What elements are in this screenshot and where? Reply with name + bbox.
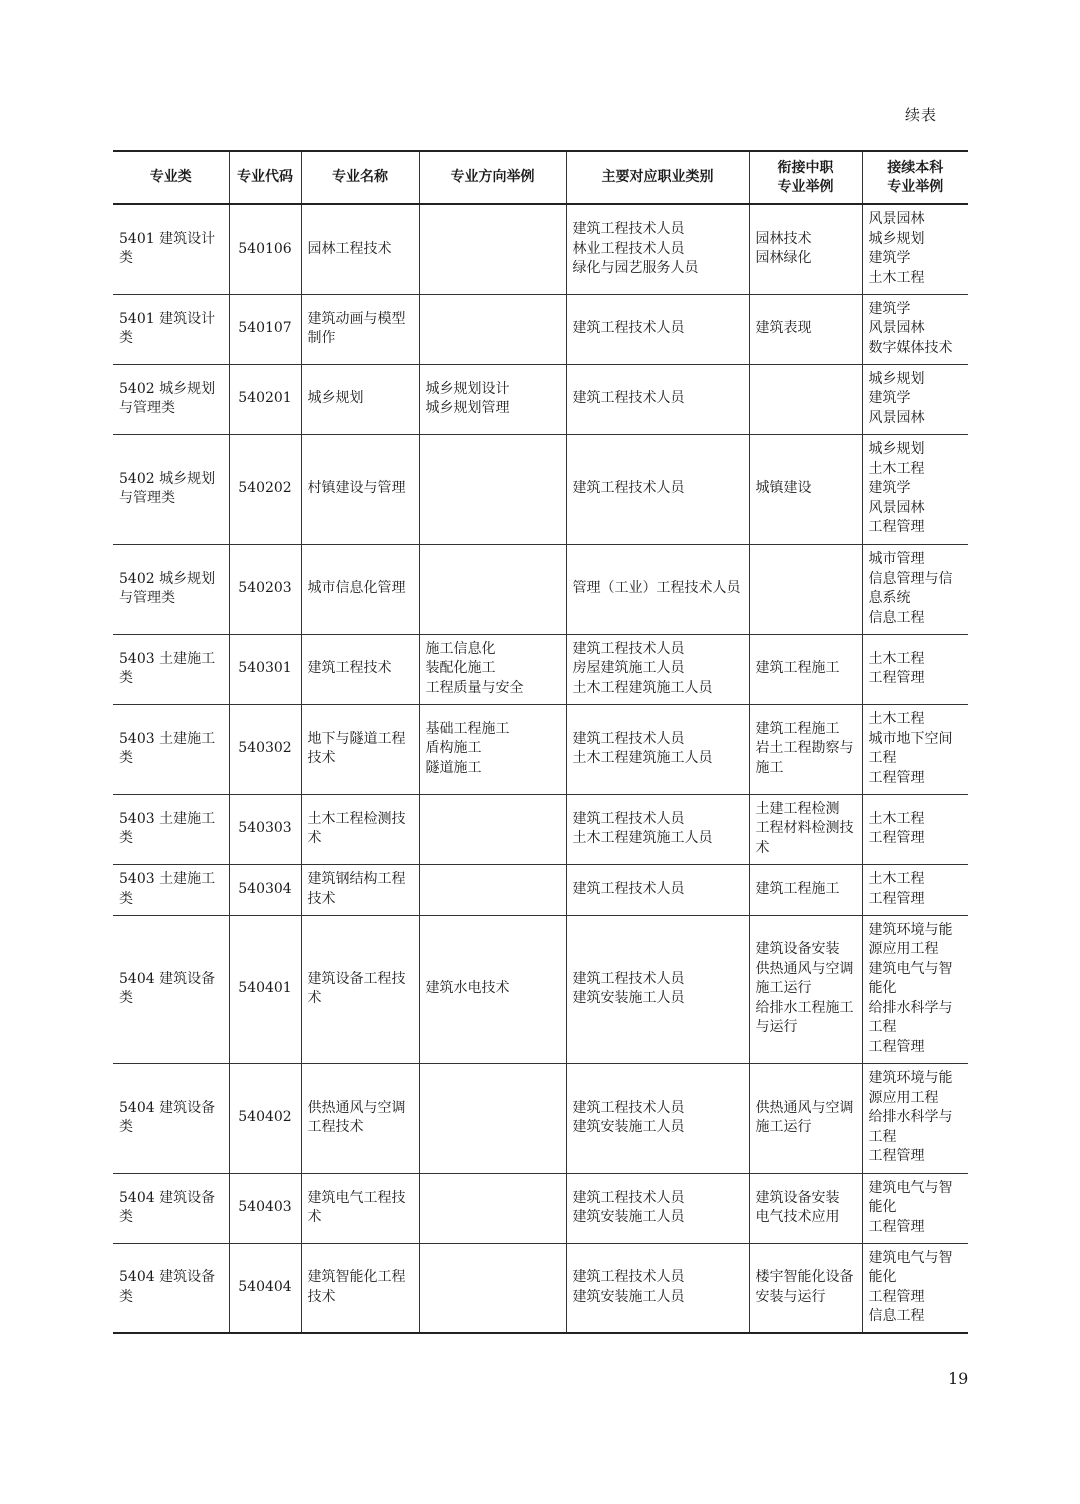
secondary-major-item: 电气技术应用 — [755, 1209, 840, 1225]
cell-directions — [419, 204, 566, 294]
cell-category: 5403 土建施工类 — [113, 634, 229, 704]
cell-name: 建筑电气工程技术 — [301, 1173, 419, 1243]
undergraduate-major-item: 工程管理 — [868, 1148, 925, 1165]
cell-category: 5404 建筑设备类 — [113, 915, 229, 1063]
secondary-major-item: 供热通风与空调施工运行 — [755, 960, 854, 997]
cell-name: 建筑设备工程技术 — [301, 915, 419, 1063]
occupation-item: 房屋建筑施工人员 — [572, 660, 685, 677]
column-header-code: 专业代码 — [229, 151, 301, 204]
undergraduate-major-item: 风景园林 — [868, 320, 925, 337]
cell-directions — [419, 864, 566, 915]
direction-item: 基础工程施工 — [425, 720, 510, 737]
cell-directions — [419, 1173, 566, 1243]
cell-occupations — [566, 294, 749, 364]
occupation-item: 建筑安装施工人员 — [572, 990, 685, 1006]
cell-code: 540203 — [229, 544, 301, 634]
cell-occupations — [566, 1173, 749, 1243]
cell-directions — [419, 364, 566, 434]
page-number: 19 — [948, 1369, 969, 1388]
cell-code: 540201 — [229, 364, 301, 434]
cell-directions — [419, 915, 566, 1063]
cell-undergraduate — [862, 915, 968, 1063]
secondary-major-item: 岩土工程勘察与施工 — [755, 740, 854, 776]
undergraduate-major-item: 建筑学 — [868, 480, 911, 497]
undergraduate-major-item: 工程管理 — [868, 1218, 925, 1235]
direction-item: 城乡规划管理 — [425, 400, 510, 416]
undergraduate-major-item: 土木工程 — [868, 269, 925, 286]
occupation-item: 管理（工业）工程技术人员 — [572, 580, 741, 597]
table-row — [113, 294, 968, 364]
cell-secondary — [749, 204, 862, 294]
cell-code: 540107 — [229, 294, 301, 364]
cell-name: 土木工程检测技术 — [301, 794, 419, 864]
cell-category: 5401 建筑设计类 — [113, 204, 229, 294]
direction-item: 盾构施工 — [425, 740, 482, 757]
undergraduate-major-item: 数字媒体技术 — [868, 339, 953, 356]
cell-occupations — [566, 364, 749, 434]
undergraduate-major-item: 土木工程 — [868, 650, 925, 667]
cell-occupations — [566, 864, 749, 915]
cell-name: 供热通风与空调工程技术 — [301, 1063, 419, 1173]
secondary-major-item: 园林技术 — [755, 230, 812, 247]
occupation-item: 土木工程建筑施工人员 — [572, 679, 713, 696]
cell-code: 540403 — [229, 1173, 301, 1243]
secondary-major-item: 建筑工程施工 — [755, 660, 840, 677]
table-row — [113, 1243, 968, 1333]
cell-undergraduate — [862, 794, 968, 864]
occupation-item: 林业工程技术人员 — [572, 240, 685, 257]
secondary-major-item: 园林绿化 — [755, 250, 812, 267]
cell-code: 540202 — [229, 434, 301, 544]
undergraduate-major-item: 信息管理与信息系统 — [868, 570, 953, 606]
column-header-name: 专业名称 — [301, 151, 419, 204]
cell-secondary — [749, 1243, 862, 1333]
cell-occupations — [566, 1063, 749, 1173]
occupation-item: 建筑工程技术人员 — [572, 970, 685, 987]
undergraduate-major-item: 土木工程 — [868, 810, 925, 827]
cell-name: 建筑动画与模型制作 — [301, 294, 419, 364]
table-row — [113, 915, 968, 1063]
direction-item: 工程质量与安全 — [425, 679, 524, 696]
cell-directions — [419, 294, 566, 364]
secondary-major-item: 工程材料检测技术 — [755, 820, 854, 856]
table-row — [113, 204, 968, 294]
secondary-major-item: 建筑设备安装 — [755, 941, 840, 958]
cell-directions — [419, 434, 566, 544]
undergraduate-major-item: 建筑电气与智能化 — [868, 1249, 953, 1286]
cell-occupations — [566, 915, 749, 1063]
undergraduate-major-item: 给排水科学与工程 — [868, 999, 953, 1036]
table-row — [113, 434, 968, 544]
secondary-major-item: 城镇建设 — [755, 480, 812, 497]
undergraduate-major-item: 信息工程 — [868, 1308, 925, 1325]
cell-name: 建筑工程技术 — [301, 634, 419, 704]
cell-undergraduate — [862, 364, 968, 434]
cell-name: 村镇建设与管理 — [301, 434, 419, 544]
secondary-major-item: 建筑表现 — [755, 320, 812, 337]
cell-undergraduate — [862, 434, 968, 544]
undergraduate-major-item: 城乡规划 — [868, 370, 925, 387]
secondary-major-item: 建筑设备安装 — [755, 1189, 840, 1206]
table-row — [113, 794, 968, 864]
undergraduate-major-item: 给排水科学与工程 — [868, 1109, 953, 1145]
table-row — [113, 634, 968, 704]
cell-code: 540402 — [229, 1063, 301, 1173]
cell-secondary — [749, 634, 862, 704]
cell-occupations — [566, 544, 749, 634]
undergraduate-major-item: 建筑电气与智能化 — [868, 960, 953, 997]
cell-undergraduate — [862, 704, 968, 794]
cell-secondary — [749, 915, 862, 1063]
cell-occupations — [566, 204, 749, 294]
cell-undergraduate — [862, 864, 968, 915]
cell-secondary — [749, 434, 862, 544]
occupation-item: 建筑安装施工人员 — [572, 1288, 685, 1305]
table-body — [113, 204, 968, 1333]
undergraduate-major-item: 工程管理 — [868, 830, 925, 846]
cell-category: 5404 建筑设备类 — [113, 1173, 229, 1243]
cell-name: 建筑智能化工程技术 — [301, 1243, 419, 1333]
occupation-item: 土木工程建筑施工人员 — [572, 750, 713, 766]
secondary-major-item: 建筑工程施工 — [755, 880, 840, 897]
cell-directions — [419, 544, 566, 634]
occupation-item: 建筑工程技术人员 — [572, 221, 685, 237]
continued-table-label: 续表 — [905, 106, 938, 124]
cell-undergraduate — [862, 1243, 968, 1333]
cell-secondary — [749, 794, 862, 864]
cell-category: 5404 建筑设备类 — [113, 1243, 229, 1333]
undergraduate-major-item: 工程管理 — [868, 519, 925, 536]
occupation-item: 建筑工程技术人员 — [572, 1189, 685, 1206]
column-header-directions: 专业方向举例 — [419, 151, 566, 204]
cell-directions — [419, 1063, 566, 1173]
undergraduate-major-item: 建筑学 — [868, 300, 911, 317]
cell-secondary — [749, 294, 862, 364]
undergraduate-major-item: 工程管理 — [868, 769, 925, 786]
cell-secondary — [749, 864, 862, 915]
direction-item: 施工信息化 — [425, 640, 496, 657]
undergraduate-major-item: 风景园林 — [868, 211, 925, 228]
cell-code: 540303 — [229, 794, 301, 864]
occupation-item: 建筑工程技术人员 — [572, 1099, 685, 1116]
cell-occupations — [566, 634, 749, 704]
secondary-major-item: 供热通风与空调施工运行 — [755, 1099, 854, 1135]
undergraduate-major-item: 城市地下空间工程 — [868, 730, 953, 766]
occupation-item: 建筑工程技术人员 — [572, 730, 685, 747]
cell-secondary — [749, 1173, 862, 1243]
cell-occupations — [566, 1243, 749, 1333]
undergraduate-major-item: 土木工程 — [868, 711, 925, 727]
undergraduate-major-item: 土木工程 — [868, 871, 925, 887]
cell-secondary — [749, 1063, 862, 1173]
cell-secondary — [749, 364, 862, 434]
cell-category: 5403 土建施工类 — [113, 794, 229, 864]
undergraduate-major-item: 建筑学 — [868, 390, 911, 407]
cell-undergraduate — [862, 634, 968, 704]
cell-category: 5402 城乡规划与管理类 — [113, 364, 229, 434]
direction-item: 隧道施工 — [425, 759, 482, 776]
cell-occupations — [566, 794, 749, 864]
column-header-undergraduate: 接续本科 专业举例 — [862, 151, 968, 204]
occupation-item: 建筑工程技术人员 — [572, 1269, 685, 1286]
undergraduate-major-item: 城市管理 — [868, 551, 925, 567]
cell-secondary — [749, 704, 862, 794]
majors-table — [113, 150, 968, 1334]
cell-undergraduate — [862, 1063, 968, 1173]
direction-item: 建筑水电技术 — [425, 980, 510, 997]
undergraduate-major-item: 工程管理 — [868, 1038, 925, 1055]
table-row — [113, 704, 968, 794]
cell-code: 540304 — [229, 864, 301, 915]
cell-category: 5402 城乡规划与管理类 — [113, 544, 229, 634]
direction-item: 城乡规划设计 — [425, 380, 510, 397]
cell-category: 5401 建筑设计类 — [113, 294, 229, 364]
secondary-major-item: 给排水工程施工与运行 — [755, 999, 854, 1036]
occupation-item: 建筑工程技术人员 — [572, 810, 685, 827]
undergraduate-major-item: 城乡规划 — [868, 230, 925, 247]
table-row — [113, 1063, 968, 1173]
occupation-item: 建筑安装施工人员 — [572, 1209, 685, 1225]
table-row — [113, 544, 968, 634]
cell-code: 540106 — [229, 204, 301, 294]
cell-code: 540404 — [229, 1243, 301, 1333]
column-header-category: 专业类 — [113, 151, 229, 204]
secondary-major-item: 楼宇智能化设备安装与运行 — [755, 1269, 854, 1305]
cell-secondary — [749, 544, 862, 634]
cell-directions — [419, 1243, 566, 1333]
undergraduate-major-item: 风景园林 — [868, 499, 925, 516]
cell-name: 园林工程技术 — [301, 204, 419, 294]
cell-directions — [419, 704, 566, 794]
cell-undergraduate — [862, 544, 968, 634]
undergraduate-major-item: 工程管理 — [868, 1288, 925, 1305]
column-header-occupations: 主要对应职业类别 — [566, 151, 749, 204]
undergraduate-major-item: 土木工程 — [868, 460, 925, 477]
undergraduate-major-item: 建筑电气与智能化 — [868, 1179, 953, 1216]
undergraduate-major-item: 建筑学 — [868, 250, 911, 267]
cell-name: 地下与隧道工程技术 — [301, 704, 419, 794]
table-row — [113, 1173, 968, 1243]
table-row — [113, 364, 968, 434]
cell-name: 城乡规划 — [301, 364, 419, 434]
undergraduate-major-item: 建筑环境与能源应用工程 — [868, 921, 953, 958]
occupation-item: 建筑工程技术人员 — [572, 640, 685, 657]
cell-code: 540301 — [229, 634, 301, 704]
undergraduate-major-item: 城乡规划 — [868, 441, 925, 458]
cell-directions — [419, 794, 566, 864]
occupation-item: 建筑工程技术人员 — [572, 880, 685, 897]
cell-code: 540401 — [229, 915, 301, 1063]
cell-category: 5403 土建施工类 — [113, 864, 229, 915]
occupation-item: 建筑安装施工人员 — [572, 1119, 685, 1135]
undergraduate-major-item: 工程管理 — [868, 670, 925, 686]
undergraduate-major-item: 风景园林 — [868, 409, 925, 426]
cell-undergraduate — [862, 204, 968, 294]
cell-directions — [419, 634, 566, 704]
occupation-item: 土木工程建筑施工人员 — [572, 830, 713, 846]
secondary-major-item: 建筑工程施工 — [755, 720, 840, 737]
direction-item: 装配化施工 — [425, 660, 496, 677]
cell-undergraduate — [862, 1173, 968, 1243]
cell-category: 5402 城乡规划与管理类 — [113, 434, 229, 544]
table-row — [113, 864, 968, 915]
cell-name: 城市信息化管理 — [301, 544, 419, 634]
secondary-major-item: 土建工程检测 — [755, 800, 840, 817]
cell-category: 5404 建筑设备类 — [113, 1063, 229, 1173]
table-header-row — [113, 151, 968, 204]
occupation-item: 建筑工程技术人员 — [572, 480, 685, 497]
occupation-item: 建筑工程技术人员 — [572, 320, 685, 337]
undergraduate-major-item: 信息工程 — [868, 609, 925, 626]
cell-occupations — [566, 704, 749, 794]
cell-name: 建筑钢结构工程技术 — [301, 864, 419, 915]
cell-undergraduate — [862, 294, 968, 364]
occupation-item: 建筑工程技术人员 — [572, 390, 685, 407]
undergraduate-major-item: 建筑环境与能源应用工程 — [868, 1070, 953, 1106]
occupation-item: 绿化与园艺服务人员 — [572, 260, 699, 276]
column-header-secondary: 衔接中职 专业举例 — [749, 151, 862, 204]
cell-occupations — [566, 434, 749, 544]
undergraduate-major-item: 工程管理 — [868, 890, 925, 907]
cell-category: 5403 土建施工类 — [113, 704, 229, 794]
cell-code: 540302 — [229, 704, 301, 794]
